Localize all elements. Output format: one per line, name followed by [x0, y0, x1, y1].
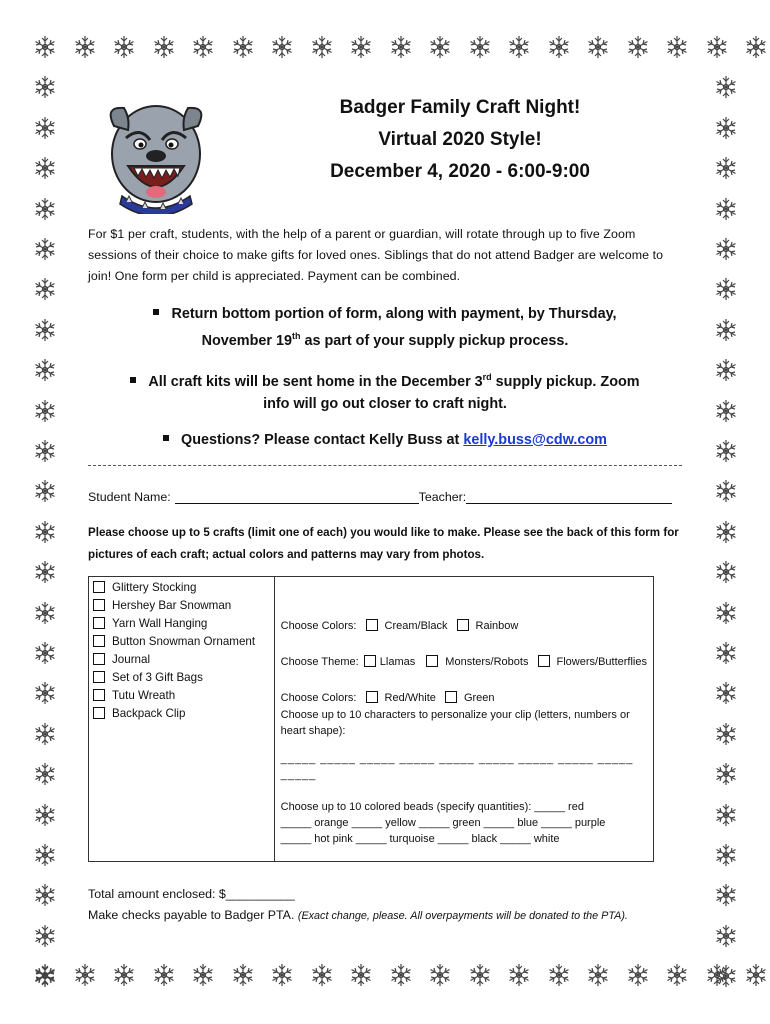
snowflake-icon: [713, 398, 739, 424]
total-amount-field[interactable]: Total amount enclosed: $__________: [88, 886, 295, 901]
craft-item[interactable]: [93, 597, 270, 615]
snowflake-icon: [32, 600, 58, 626]
craft-checkbox[interactable]: [93, 581, 105, 593]
snowflake-icon: [713, 236, 739, 262]
craft-item[interactable]: [93, 651, 270, 669]
snowflake-icon: [348, 962, 374, 988]
title-line-3: December 4, 2020 - 6:00-9:00: [330, 161, 590, 182]
snowflake-icon: [32, 155, 58, 181]
craft-options-column: [274, 576, 653, 861]
snowflake-icon: [32, 317, 58, 343]
tutu-green-checkbox[interactable]: [445, 691, 457, 703]
journal-flowers-checkbox[interactable]: [538, 655, 550, 667]
tutu-red-white-checkbox[interactable]: [366, 691, 378, 703]
snowflake-icon: [269, 962, 295, 988]
snowflake-icon: [32, 478, 58, 504]
student-teacher-row: [88, 490, 682, 504]
student-name-label: Student Name:: [88, 489, 171, 504]
snowflake-icon: [713, 196, 739, 222]
bullet-text: November 19: [201, 332, 292, 349]
snowflake-icon: [32, 882, 58, 908]
snowflake-icon: [32, 438, 58, 464]
title-line-1: Badger Family Craft Night!: [339, 97, 581, 118]
journal-llamas-checkbox[interactable]: [364, 655, 376, 667]
journal-theme-label: Choose Theme:: [280, 655, 359, 668]
snowflake-icon: [713, 882, 739, 908]
checks-payable-text: Make checks payable to Badger PTA.: [88, 907, 295, 922]
yarn-rainbow-checkbox[interactable]: [457, 619, 469, 631]
teacher-field[interactable]: [466, 490, 672, 504]
snowflake-icon: [743, 962, 769, 988]
snowflake-icon: [32, 923, 58, 949]
payment-section: [88, 884, 682, 927]
craft-label: Button Snowman Ornament: [112, 634, 256, 648]
snowflake-icon: [309, 962, 335, 988]
snowflake-icon: [151, 962, 177, 988]
snowflake-icon: [546, 34, 572, 60]
options-blank-row: [281, 671, 647, 689]
checks-payable-note: [88, 905, 682, 927]
beads-line-2[interactable]: _____ orange _____ yellow _____ green _____ blue _____ purple: [280, 816, 606, 829]
craft-item[interactable]: [93, 579, 270, 597]
craft-item[interactable]: [93, 615, 270, 633]
craft-item[interactable]: [93, 669, 270, 687]
journal-llamas-label: Llamas: [379, 655, 416, 668]
snowflake-icon: [32, 196, 58, 222]
journal-theme-options: [281, 653, 647, 671]
snowflake-icon: [309, 34, 335, 60]
bullet-text: supply pickup. Zoom: [491, 373, 640, 390]
snowflake-icon: [713, 963, 739, 989]
craft-item[interactable]: [93, 633, 270, 651]
snowflake-icon: [546, 962, 572, 988]
clip-instructions: Choose up to 10 characters to personalize your clip (letters, numbers or heart shape):: [280, 708, 630, 737]
yarn-rainbow-label: Rainbow: [475, 619, 519, 632]
snowflake-icon: [72, 962, 98, 988]
snowflake-icon: [388, 34, 414, 60]
craft-checkbox[interactable]: [93, 707, 105, 719]
snowflake-icon: [713, 357, 739, 383]
snowflake-icon: [32, 842, 58, 868]
craft-checkbox[interactable]: [93, 599, 105, 611]
snowflake-icon: [713, 923, 739, 949]
yarn-colors-label: Choose Colors:: [280, 619, 357, 632]
snowflake-icon: [713, 761, 739, 787]
bullet-text: Return bottom portion of form, along with payment, by Thursday,: [171, 306, 617, 322]
cut-line-divider: [88, 465, 682, 466]
tutu-red-white-label: Red/White: [384, 691, 436, 704]
snowflake-icon: [427, 962, 453, 988]
snowflake-icon: [190, 962, 216, 988]
beads-line-3[interactable]: _____ hot pink _____ turquoise _____ black _____ white: [280, 832, 560, 845]
snowflake-icon: [111, 34, 137, 60]
snowflake-icon: [32, 721, 58, 747]
snowflake-icon: [625, 962, 651, 988]
craft-label: Set of 3 Gift Bags: [112, 670, 203, 684]
snowflake-icon: [713, 600, 739, 626]
craft-item[interactable]: [93, 687, 270, 705]
craft-label: Yarn Wall Hanging: [112, 616, 208, 630]
intro-paragraph: For $1 per craft, students, with the help of a parent or guardian, will rotate through up to five Zoom sessions of their choice to make gifts for loved ones. Siblings that do not attend Badger are welcome to join! One form per child is appreciated. Payment can be combined.: [88, 227, 664, 283]
bullet-text: as part of your supply pickup process.: [300, 332, 569, 349]
snowflake-icon: [713, 802, 739, 828]
teacher-label: Teacher:: [418, 489, 467, 504]
snowflake-icon: [585, 34, 611, 60]
snowflake-icon: [713, 74, 739, 100]
snowflake-icon: [704, 34, 730, 60]
snowflake-icon: [713, 317, 739, 343]
yarn-cream-black-checkbox[interactable]: [366, 619, 378, 631]
bullet-square-icon: [153, 309, 159, 315]
craft-item[interactable]: [93, 705, 270, 723]
snowflake-icon: [269, 34, 295, 60]
bullet-square-icon: [163, 435, 169, 441]
snowflake-icon: [713, 438, 739, 464]
title-line-2: Virtual 2020 Style!: [378, 129, 542, 150]
snowflake-icon: [743, 34, 769, 60]
bullet-text: Questions? Please contact Kelly Buss at: [181, 431, 464, 448]
snowflake-icon: [713, 559, 739, 585]
snowflake-icon: [664, 34, 690, 60]
snowflake-icon: [585, 962, 611, 988]
craft-label: Tutu Wreath: [112, 688, 176, 702]
snowflake-icon: [32, 357, 58, 383]
bullet-text: info will go out closer to craft night.: [263, 395, 507, 412]
bullet-text: All craft kits will be sent home in the December 3: [148, 373, 483, 390]
snowflake-icon: [506, 34, 532, 60]
snowflake-icon: [190, 34, 216, 60]
journal-monsters-label: Monsters/Robots: [445, 655, 529, 668]
snowflake-icon: [32, 74, 58, 100]
bulldog-mascot-icon: [100, 96, 212, 214]
snowflake-icon: [348, 34, 374, 60]
snowflake-icon: [713, 276, 739, 302]
snowflake-icon: [111, 962, 137, 988]
snowflake-icon: [506, 962, 532, 988]
bullet-square-icon: [130, 377, 136, 383]
snowflake-icon: [427, 34, 453, 60]
tutu-color-options: [281, 689, 647, 707]
flyer-title: [238, 92, 682, 188]
options-blank-row: [281, 597, 647, 615]
craft-instructions: Please choose up to 5 crafts (limit one of each) you would like to make. Please see the back of this form for pictures of each craft; actual colors and patterns may vary from photos.: [88, 525, 679, 561]
snowflake-icon: [664, 962, 690, 988]
snowflake-icon: [32, 802, 58, 828]
options-blank-row: [281, 635, 647, 653]
snowflake-icon: [388, 962, 414, 988]
beads-line-1[interactable]: Choose up to 10 colored beads (specify quantities): _____ red: [280, 800, 584, 813]
craft-label: Hershey Bar Snowman: [112, 598, 232, 612]
yarn-cream-black-label: Cream/Black: [384, 619, 448, 632]
snowflake-icon: [713, 115, 739, 141]
craft-selection-table: [88, 576, 654, 862]
craft-checkbox[interactable]: [93, 653, 105, 665]
snowflake-icon: [230, 34, 256, 60]
yarn-color-options: [281, 617, 647, 635]
options-blank-row: [281, 579, 647, 597]
snowflake-icon: [713, 478, 739, 504]
bullet-superscript: th: [291, 331, 301, 341]
snowflake-icon: [230, 962, 256, 988]
flyer-header: [88, 86, 682, 216]
journal-monsters-checkbox[interactable]: [426, 655, 438, 667]
bullet-questions: [88, 429, 682, 451]
craft-label: Backpack Clip: [112, 706, 186, 720]
craft-label: Journal: [112, 652, 151, 666]
bullet-superscript: rd: [482, 371, 492, 382]
craft-list-column: [89, 576, 275, 861]
flyer-page: [88, 86, 682, 927]
bead-quantities: [281, 799, 647, 847]
exact-change-note: (Exact change, please. All overpayments will be donated to the PTA).: [297, 909, 628, 922]
snowflake-icon: [625, 34, 651, 60]
snowflake-icon: [32, 398, 58, 424]
snowflake-icon: [32, 34, 58, 60]
snowflake-icon: [467, 962, 493, 988]
craft-checkbox[interactable]: [93, 635, 105, 647]
bullet-craft-kits: [88, 366, 682, 415]
snowflake-icon: [713, 519, 739, 545]
journal-flowers-label: Flowers/Butterflies: [556, 655, 647, 668]
tutu-green-label: Green: [463, 691, 495, 704]
bullet-list: [88, 303, 682, 451]
snowflake-icon: [72, 34, 98, 60]
snowflake-icon: [32, 559, 58, 585]
snowflake-icon: [467, 34, 493, 60]
contact-email-link[interactable]: kelly.buss@cdw.com: [463, 431, 607, 448]
snowflake-icon: [32, 519, 58, 545]
craft-checkbox[interactable]: [93, 671, 105, 683]
snowflake-icon: [713, 721, 739, 747]
snowflake-icon: [32, 236, 58, 262]
snowflake-icon: [32, 761, 58, 787]
craft-checkbox[interactable]: [93, 689, 105, 701]
snowflake-icon: [32, 963, 58, 989]
student-name-field[interactable]: [175, 490, 419, 504]
snowflake-icon: [713, 680, 739, 706]
craft-label: Glittery Stocking: [112, 580, 197, 594]
snowflake-icon: [32, 640, 58, 666]
snowflake-icon: [151, 34, 177, 60]
bullet-return-form: [88, 303, 682, 352]
clip-character-blanks[interactable]: _____ _____ _____ _____ _____ _____ _____ _____ _____ _____: [280, 752, 634, 781]
snowflake-icon: [713, 640, 739, 666]
snowflake-icon: [32, 680, 58, 706]
snowflake-icon: [713, 155, 739, 181]
snowflake-icon: [32, 276, 58, 302]
snowflake-icon: [713, 842, 739, 868]
craft-checkbox[interactable]: [93, 617, 105, 629]
snowflake-icon: [32, 115, 58, 141]
tutu-colors-label: Choose Colors:: [280, 691, 357, 704]
